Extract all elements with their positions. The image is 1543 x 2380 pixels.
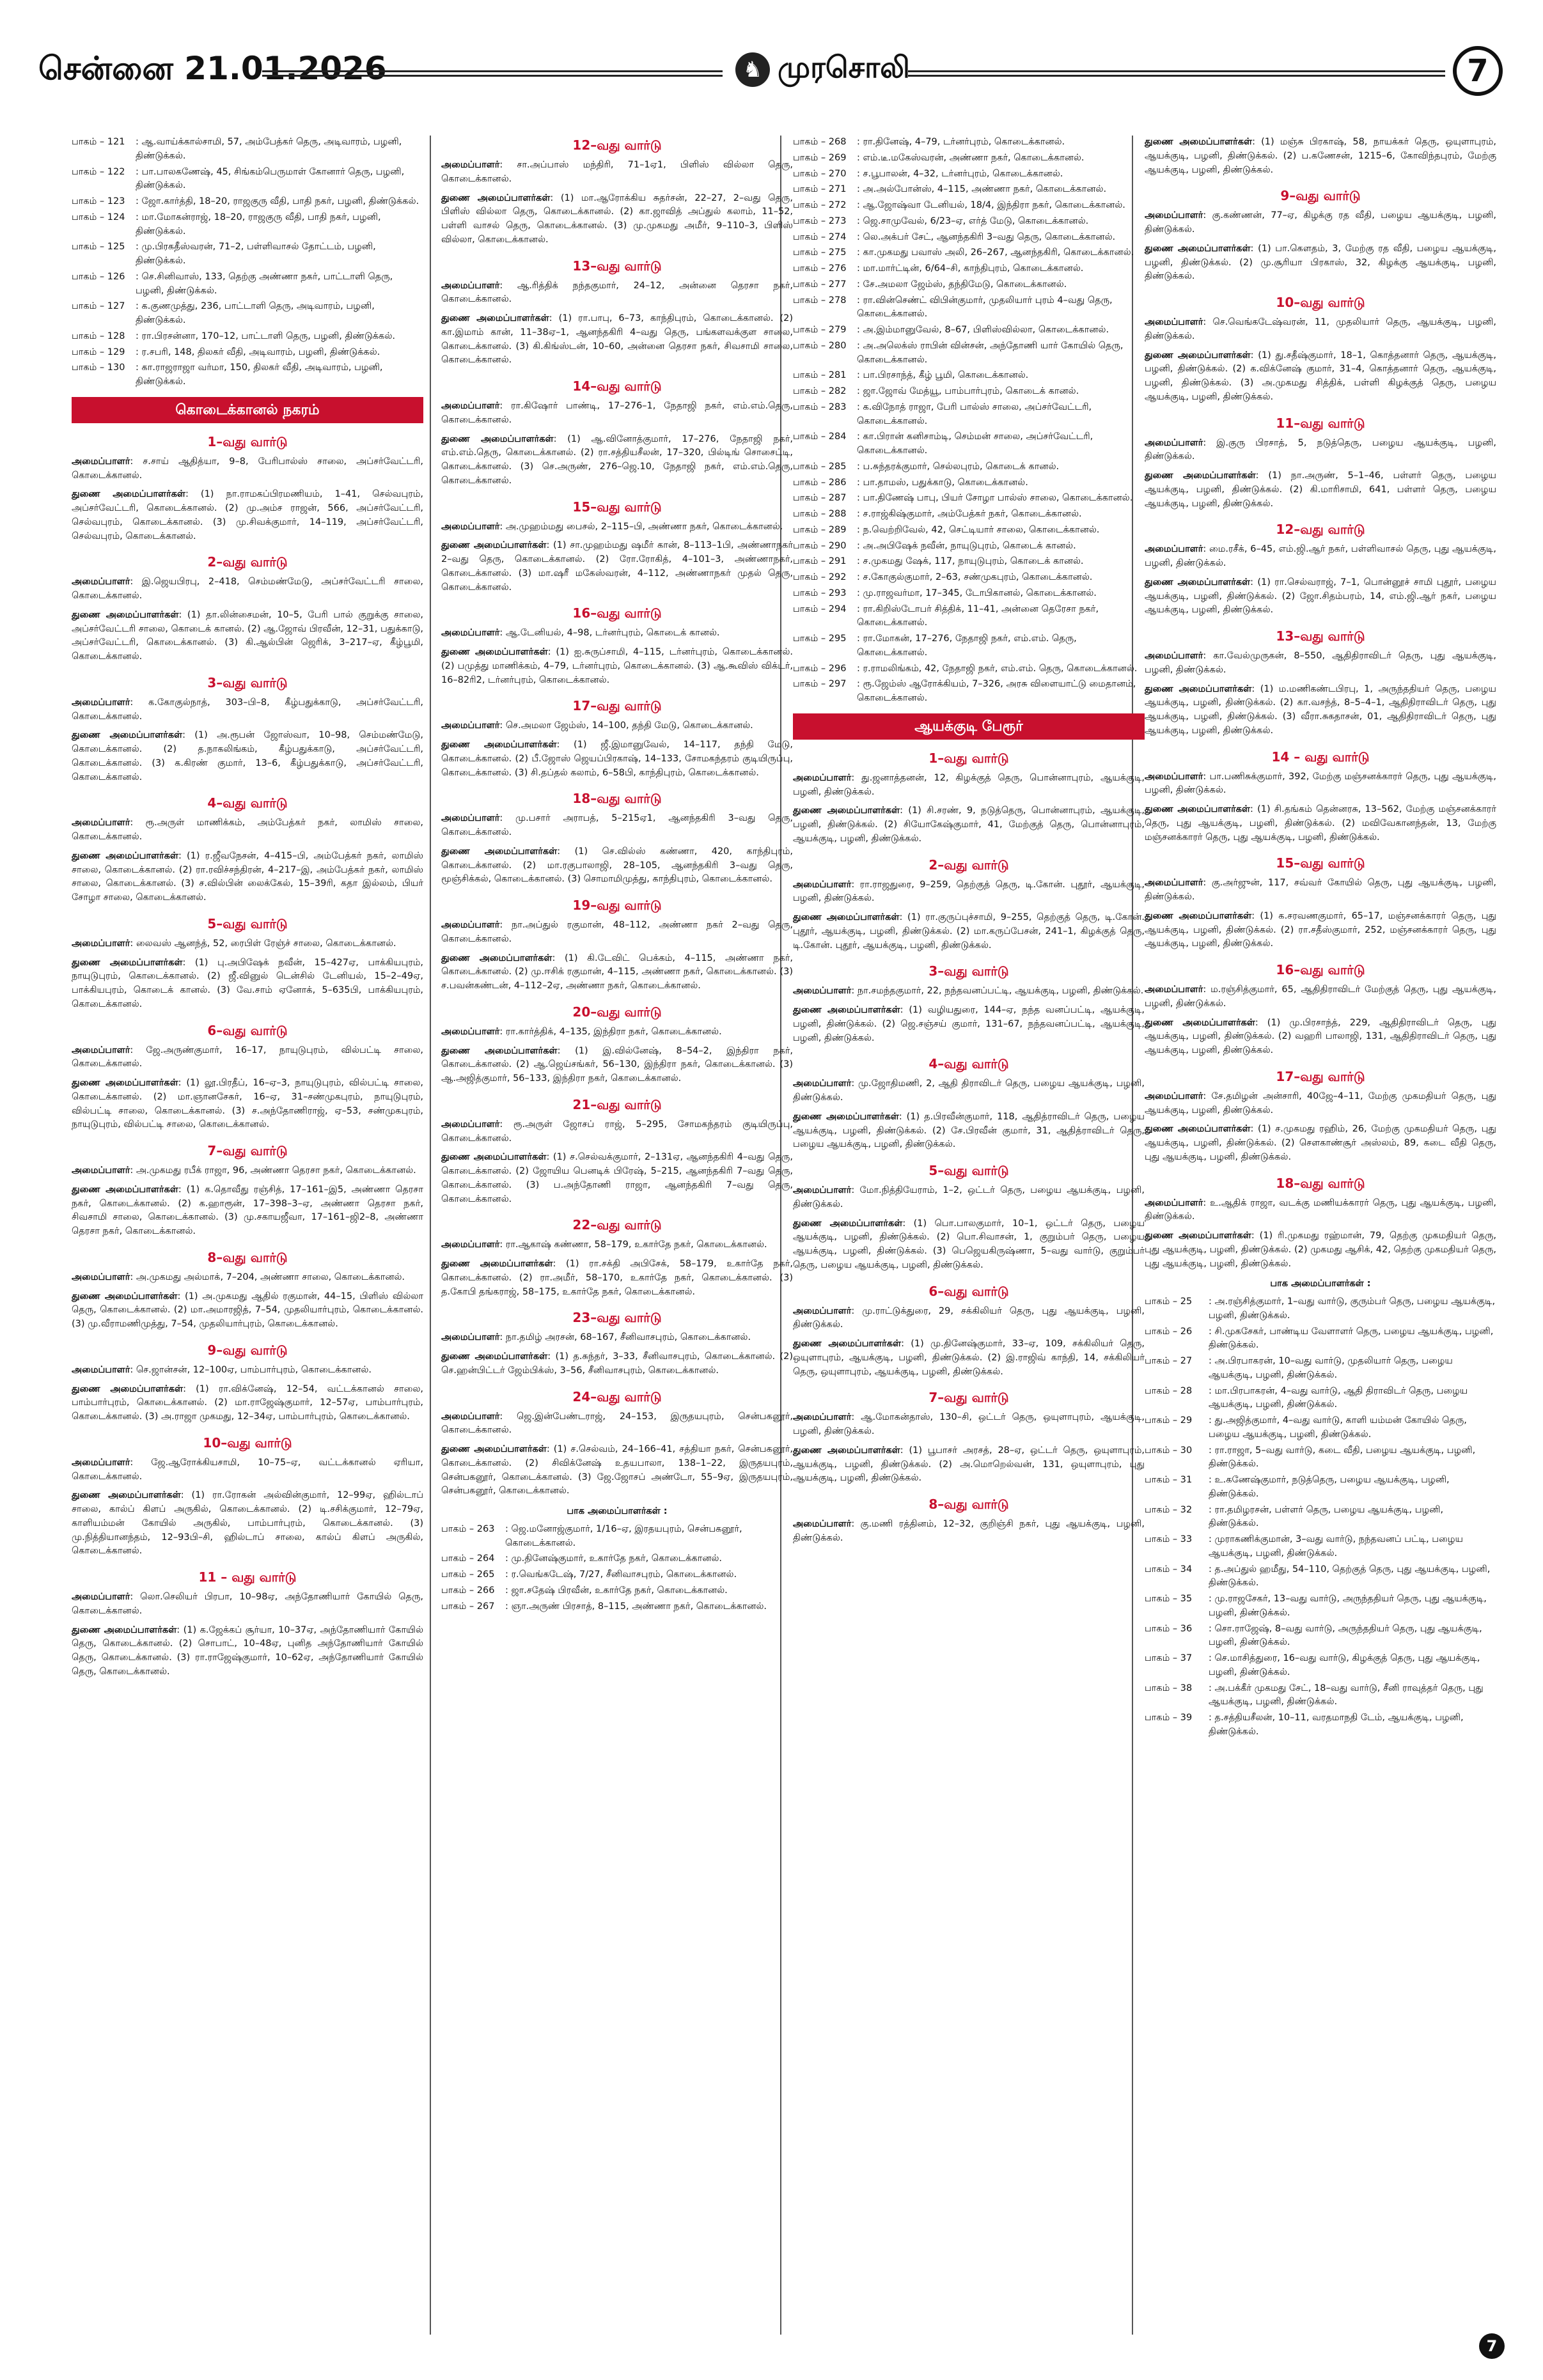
list-item: பாகம் – 125 : மு.பிரகதீஸ்வரன், 71–2, பள்ளிவாசல் தோட்டம், பழனி, திண்டுக்கல்.: [72, 242, 376, 266]
ward-co-organizers: துணை அமைப்பாளர்கள்: (1) ரி.முகமது ரஹ்மான், 79, தெற்கு முகமதியர் தெரு, புது ஆயக்குடி, பழனி, திண்டுக்கல். (2) முகமது ஆசிக், 42, தெற்கு முகமதியர் தெரு, புது ஆயக்குடி, பழனி, திண்டுக்கல்.: [1145, 1231, 1496, 1269]
ward-heading: 7–வது வார்டு: [207, 1143, 288, 1158]
ward-co-organizers: துணை அமைப்பாளர்கள்: (1) ச.செல்வம், 24–166–41, சத்தியா நகர், சென்பகனூர், கொடைக்கானல். (2) சிவிக்னேஷ் உதயபாலா, 138–1–22, இருதயபுரம், சென்பகனூர், கொடைக்கானல். (3) ஜே.ஜோசப் அண்டோ, 55–9ஏ, இருதயபுரம், சென்பகனூர், கொடைக்கானல்.: [441, 1444, 793, 1497]
list-item: பாகம் – 123 : ஜோ.கார்த்தி, 18–20, ராஜகுரு வீதி, பாதி நகர், பழனி, திண்டுக்கல்.: [72, 196, 419, 206]
ward-organizer: அமைப்பாளர்: ச.சாய் ஆதித்யா, 9–8, பேரிபால்ஸ் சாலை, அப்சர்வேட்டரி, கொடைக்கானல்.: [72, 456, 423, 481]
part-list: [72, 136, 423, 389]
column-2: [441, 136, 793, 2335]
list-item: பாகம் – 281 : பா.பிரசாந்த், கீழ் பூமி, கொடைக்கானல்.: [793, 370, 1029, 381]
ward-co-organizers: துணை அமைப்பாளர்கள்: (1) மஞ்சு பிரகாஷ், 58, நாயக்கர் தெரு, ஒயுளாபுரம், ஆயக்குடி, பழனி, திண்டுக்கல். (2) ப.கணேசன், 1215–6, கோவிந்தபுரம், மேற்கு ஆயக்குடி, பழனி, திண்டுக்கல்.: [1145, 137, 1496, 175]
ward-co-organizers: துணை அமைப்பாளர்கள்: (1) மு.தினேஷ்குமார், 33–ஏ, 109, சக்கிலியர் தெரு, ஒயுளாபுரம், ஆயக்குடி, பழனி, திண்டுக்கல். (2) இ.ராஜிவ் காந்தி, 14, சக்கிலியர் தெரு, ஒயுளாபுரம், ஆயக்குடி, பழனி, திண்டுக்கல்.: [793, 1339, 1145, 1377]
list-item: பாகம் – 276 : மா.மார்ட்டின், 6/64–சி, காந்திபுரம், கொடைக்கானல்.: [793, 263, 1084, 274]
part-list: [441, 1523, 793, 1614]
list-item: பாகம் – 39 : த.சத்தியசீலன், 10–11, வரதமாநதி டேம், ஆயக்குடி, பழனி, திண்டுக்கல்.: [1145, 1713, 1464, 1737]
list-item: பாகம் – 279 : அ.இம்மானுவேல், 8–67, பிளிஸ்வில்லா, கொடைக்கானல்.: [793, 325, 1109, 335]
ward-organizer: அமைப்பாளர்: நா.அப்துல் ரகுமான், 48–112, அண்ணா நகர் 2–வது தெரு, கொடைக்கானல்.: [441, 920, 793, 944]
ward-organizer: அமைப்பாளர்: லைவஸ் ஆனந்த், 52, ரைபிள் ரேஞ்ச் சாலை, கொடைக்கானல்.: [72, 938, 396, 949]
ward-heading: 17–வது வார்டு: [572, 698, 662, 714]
ward-organizer: அமைப்பாளர்: செ.வெங்கடேஷ்வரன், 11, முதலியார் தெரு, ஆயக்குடி, பழனி, திண்டுக்கல்.: [1145, 317, 1496, 341]
ward-heading: 14 – வது வார்டு: [1271, 749, 1370, 765]
ward-organizer: அமைப்பாளர்: இ.ஜெயபிரபு, 2–418, செம்மண்மேடு, அப்சர்வேட்டரி சாலை, கொடைக்கானல்.: [72, 577, 423, 601]
ward-heading: 13–வது வார்டு: [1276, 628, 1365, 644]
ward-organizer: அமைப்பாளர்: மோ.நித்தியேராம், 1–2, ஒட்டர் தெரு, பழைய ஆயக்குடி, பழனி, திண்டுக்கல்.: [793, 1185, 1145, 1209]
list-item: பாகம் – 130 : கா.ராஜராஜா வர்மா, 150, திலகர் வீதி, அடிவாரம், பழனி, திண்டுக்கல்.: [72, 362, 383, 387]
ward-co-organizers: துணை அமைப்பாளர்கள்: (1) ம.மணிகண்டபிரபு, 1, அருந்ததியர் தெரு, பழைய ஆயக்குடி, பழனி, திண்டுக்கல். (2) கா.வசந்த், 8–5–4–1, ஆதிதிராவிடர் தெரு, புது ஆயக்குடி, பழனி, திண்டுக்கல். (3) வீரா.சுகதாசன், 01, ஆதிதிராவிடர் தெரு, புது ஆயக்குடி, பழனி, திண்டுக்கல்.: [1145, 683, 1496, 736]
ward-heading: 12–வது வார்டு: [1276, 522, 1365, 538]
list-item: பாகம் – 273 : ஜெ.சாமுவேல், 6/23–ஏ, எர்த் மேடு, கொடைக்கானல்.: [793, 215, 1089, 226]
ward-organizer: அமைப்பாளர்: ரா.ஆகாஷ் கண்ணா, 58–179, உகார்தே நகர், கொடைக்கானல்.: [441, 1240, 767, 1250]
list-item: பாகம் – 293 : மு.ராஜவர்மா, 17–345, டோபிகானல், கொடைக்கானல்.: [793, 587, 1097, 598]
ward-organizer: அமைப்பாளர்: ரூ.அருள் மாணிக்கம், அம்பேத்கர் நகர், லாமிஸ் சாலை, கொடைக்கானல்.: [72, 818, 423, 842]
ward-organizer: அமைப்பாளர்: அ.முகமது அல்மாக், 7–204, அண்ணா சாலை, கொடைக்கானல்.: [72, 1272, 405, 1282]
ward-co-organizers: துணை அமைப்பாளர்கள்: (1) கி.டேவிட் பெக்கம், 4–115, அண்ணா நகர், கொடைக்கானல். (2) மு.ஈசிக் ரகுமான், 4–115, அண்ணா நகர், கொடைக்கானல். (3) ச.பவன்கண்டன், 4–112–2ஏ, அண்ணா நகர், கொடைக்கானல்.: [441, 953, 793, 991]
ward-heading: 1–வது வார்டு: [928, 750, 1009, 766]
ward-organizer: அமைப்பாளர்: மு.ராட்டுக்துரை, 29, சக்கிலியர் தெரு, புது ஆயக்குடி, பழனி, திண்டுக்கல்.: [793, 1305, 1145, 1330]
ward-co-organizers: துணை அமைப்பாளர்கள்: (1) ஐ.சுருப்சாமி, 4–115, டர்னர்புரம், கொடைக்கானல். (2) பமுத்து மாணிக்கம், 4–79, டர்னர்புரம், கொடைக்கானல். (3) ஆ.கூவிஸ் விக்டர், 16–82ரி2, டர்னர்புரம், கொடைக்கானல்.: [441, 647, 793, 685]
list-item: பாகம் – 36 : சொ.ராஜேஷ், 8–வது வார்டு, அருந்ததியர் தெரு, புது ஆயக்குடி, பழனி, திண்டுக்கல்.: [1145, 1623, 1482, 1648]
ward-heading: 8–வது வார்டு: [928, 1497, 1009, 1512]
ward-heading: 4–வது வார்டு: [928, 1056, 1009, 1072]
ward-co-organizers: துணை அமைப்பாளர்கள்: (1) பு.அபிஷேக் நவீன், 15–427ஏ, பாக்கியபுரம், நாயுடுபுரம், கொடைக்கானல். (2) ஜீ.வினுல் டென்சில் டேனியல், 15–2–49ஏ, பாக்கியபுரம், கொடைக் கானல். (3) வே.சாம் ஏனோக், 5–635பி, பாக்கியபுரம், கொடைக்கானல்.: [72, 957, 423, 1009]
parts-heading: பாக அமைப்பாளர்கள் :: [567, 1506, 668, 1516]
list-item: பாகம் – 277 : சே.அமலா ஜேம்ஸ், தந்திமேடு, கொடைக்கானல்.: [793, 279, 1067, 290]
list-item: பாகம் – 33 : முராகணிக்குமான், 3–வது வார்டு, நந்தவனப் பட்டி, பழைய ஆயக்குடி, பழனி, திண்டுக்கல்.: [1145, 1534, 1463, 1559]
list-item: பாகம் – 280 : அ.அலெக்ஸ் ராபின் வின்சன், அந்தோணி யார் கோயில் தெரு, கொடைக்கானல்.: [793, 340, 1124, 365]
ward-organizer: அமைப்பாளர்: ரா.கார்த்திக், 4–135, இந்திரா நகர், கொடைக்கானல்.: [441, 1026, 722, 1037]
ward-organizer: அமைப்பாளர்: இ.குரு பிரசாத், 5, நடுத்தெரு, பழைய ஆயக்குடி, பழனி, திண்டுக்கல்.: [1145, 437, 1496, 462]
part-list: [793, 136, 1145, 706]
ward-organizer: அமைப்பாளர்: ம.ரஞ்சித்குமார், 65, ஆதிதிராவிடர் மேற்குத் தெரு, புது ஆயக்குடி, பழனி, திண்டுக்கல்.: [1145, 984, 1496, 1009]
list-item: பாகம் – 283 : க.விநோத் ராஜா, பேரி பால்ஸ் சாலை, அப்சர்வேட்டரி, கொடைக்கானல்.: [793, 401, 1092, 426]
list-item: பாகம் – 30 : ரா.ராஜா, 5–வது வார்டு, கடை வீதி, பழைய ஆயக்குடி, பழனி, திண்டுக்கல்.: [1145, 1445, 1476, 1470]
list-item: பாகம் – 129 : ர.சபரி, 148, திலகர் வீதி, அடிவாரம், பழனி, திண்டுக்கல்.: [72, 346, 380, 357]
list-item: பாகம் – 32 : ரா.தமிழரசன், பள்ளர் தெரு, பழைய ஆயக்குடி, பழனி, திண்டுக்கல்.: [1145, 1504, 1444, 1529]
list-item: பாகம் – 268 : ரா.தினேஷ், 4–79, டர்னர்புரம், கொடைக்கானல்.: [793, 137, 1065, 147]
ward-organizer: அமைப்பாளர்: து.ஜனாத்தனன், 12, கிழக்குத் தெரு, பொன்னாபுரம், ஆயக்குடி, பழனி, திண்டுக்கல்.: [793, 772, 1145, 797]
ward-co-organizers: துணை அமைப்பாளர்கள்: (1) பொ.பாலகுமார், 10–1, ஒட்டர் தெரு, பழைய ஆயக்குடி, பழனி, திண்டுக்கல். (2) பொ.சிவாசன், 1, குறும்பர் தெரு, பழைய ஆயக்குடி, பழனி, திண்டுக்கல். (3) பெஜெயகிருஷ்ணா, 5–வது வார்டு, குறும்பர் தெரு, பழைய ஆயக்குடி, பழனி, திண்டுக்கல்.: [793, 1218, 1145, 1270]
list-item: பாகம் – 267 : ஞா.அருண் பிரசாத், 8–115, அண்ணா நகர், கொடைக்கானல்.: [441, 1601, 767, 1612]
list-item: பாகம் – 282 : ஜா.ஜோவ் மேத்யூ, பாம்பார்புரம், கொடைக் கானல்.: [793, 386, 1079, 396]
ward-co-organizers: துணை அமைப்பாளர்கள்: (1) ரா.பாபு, 6–73, காந்திபுரம், கொடைக்கானல். (2) கா.இமாம் கான், 11–38ஏ–1, ஆனந்தகிரி 4–வது தெரு, பங்களவக்குள சாலை, கொடைக்கானல். (3) கி.கிங்ஸ்டன், 10–60, அன்னை தெரசா நகர், சிவசாமி சாலை, கொடைக்கானல்.: [441, 313, 793, 366]
ward-co-organizers: துணை அமைப்பாளர்கள்: (1) ச.செல்வக்குமார், 2–131ஏ, ஆனந்தகிரி 4–வது தெரு, கொடைக்கானல். (2) ஜோயிய பெனடிக் பிரேஷ், 5–215, ஆனந்தகிரி 7–வது தெரு, கொடைக்கானல். (3) ப.அந்தோணி ராஜா, ஆனந்தகிரி 7–வது தெரு, கொடைக்கானல்.: [441, 1152, 793, 1204]
ward-co-organizers: துணை அமைப்பாளர்கள்: (1) ரா.விக்னேஷ், 12–54, வட்டக்கானல் சாலை, பாம்பார்புரம், கொடைக்கானல். (2) மா.ராஜேஷ்குமார், 12–57ஏ, பாம்பார்புரம், கொடைக்கானல். (3) அ.ராஜா முகமது, 12–34ஏ, பாம்பார்புரம், கொடைக்கானல்.: [72, 1383, 423, 1422]
ward-heading: 6–வது வார்டு: [207, 1022, 288, 1038]
ward-heading: 16–வது வார்டு: [1276, 962, 1365, 977]
list-item: பாகம் – 295 : ரா.மோகன், 17–276, நேதாஜி நகர், எம்.எம். தெரு, கொடைக்கானல்.: [793, 634, 1077, 658]
ward-co-organizers: துணை அமைப்பாளர்கள்: (1) க.சரவணகுமார், 65–17, மஞ்சனக்காரர் தெரு, புது ஆயக்குடி, பழனி, திண்டுக்கல். (2) ரா.சதீஸ்குமார், 252, மஞ்சனக்காரர் தெரு, புது ஆயக்குடி, பழனி, திண்டுக்கல்.: [1145, 910, 1496, 949]
ward-co-organizers: துணை அமைப்பாளர்கள்: (1) ஆ.வினோத்குமார், 17–276, நேதாஜி நகர், எம்.எம்.தெரு, கொடைக்கானல். (2) ரா.சத்தியசீலன், 17–320, பில்டிங் சொசைட்டி, கொடைக்கானல். (3) செ.அருண், 276–ஜெ.10, நேதாஜி நகர், எம்.எம்.தெரு, கொடைக்கானல்.: [441, 433, 793, 486]
ward-heading: 5–வது வார்டு: [207, 915, 288, 931]
ward-co-organizers: துணை அமைப்பாளர்கள்: (1) க.தொவீது ரஞ்சித், 17–161–இ5, அண்ணா தெரசா நகர், கொடைக்கானல். (2) க.ஹாரூன், 17–398–3–ஏ, அண்ணா தெரசா நகர், சிவசாமி சாலை, கொடைக்கானல். (3) மு.சகாயஜீவா, 17–161–ஜி2–8, அண்ணா தெரசா நகர், கொடைக்கானல்.: [72, 1184, 423, 1236]
ward-heading: 16–வது வார்டு: [572, 605, 662, 621]
ward-co-organizers: துணை அமைப்பாளர்கள்: (1) அ.ரூபன் ஜோஸ்வா, 10–98, செம்மண்மேடு, கொடைக்கானல். (2) த.நாகலிங்கம், கீழ்பதுக்காடு, அப்சர்வேட்டரி, கொடைக்கானல். (3) க.கிரண் குமார், 13–6, கீழ்பதுக்காடு, அப்சர்வேட்டரி, கொடைக்கானல்.: [72, 730, 423, 782]
ward-organizer: அமைப்பாளர்: அ.முகமது ரபீக் ராஜா, 96, அண்ணா தெரசா நகர், கொடைக்கானல்.: [72, 1165, 416, 1176]
column-3: [793, 136, 1145, 2335]
list-item: பாகம் – 288 : ச.ராஜ்கிஷ்குமார், அம்பேத்கர் நகர், கொடைக்கானல்.: [793, 509, 1082, 519]
ward-co-organizers: துணை அமைப்பாளர்கள்: (1) ஜீ.இமானுவேல், 14–117, தந்தி மேடு, கொடைக்கானல். (2) பீ.ஜோஸ் ஜெயப்பிரகாஷ், 14–133, சோமகந்தரம் குடியிருப்பு, கொடைக்கானல். (3) சி.தப்தல் கலாம், 6–58பி, காந்திபுரம், கொடைக்கானல்.: [441, 740, 793, 778]
list-item: பாகம் – 269 : எம்.டீ.மகேஸ்வரன், அண்ணா நகர், கொடைக்கானல்.: [793, 152, 1085, 163]
column-rule: [430, 136, 431, 2335]
ward-organizer: அமைப்பாளர்: ஜே.அருண்குமார், 16–17, நாயுடுபுரம், வில்பட்டி சாலை, கொடைக்கானல்.: [72, 1045, 423, 1069]
ward-organizer: அமைப்பாளர்: நா.தமிழ் அரசன், 68–167, சீனிவாசபுரம், கொடைக்கானல்.: [441, 1332, 751, 1343]
ward-organizer: அமைப்பாளர்: கு.மணி ரத்தினம், 12–32, குறிஞ்சி நகர், புது ஆயக்குடி, பழனி, திண்டுக்கல்.: [793, 1519, 1145, 1543]
list-item: பாகம் – 278 : ரா.வின்செண்ட் விபின்குமார், முதலியார் புரம் 4–வது தெரு, கொடைக்கானல்.: [793, 295, 1113, 320]
ward-heading: 15–வது வார்டு: [1276, 855, 1365, 871]
ward-heading: 2–வது வார்டு: [928, 857, 1009, 873]
list-item: பாகம் – 31 : உ.கணேஷ்குமார், நடுத்தெரு, பழைய ஆயக்குடி, பழனி, திண்டுக்கல்.: [1145, 1475, 1450, 1499]
ward-organizer: அமைப்பாளர்: நா.சமந்தகுமார், 22, நந்தவனப்பட்டி, ஆயக்குடி, பழனி, திண்டுக்கல்.: [793, 986, 1144, 997]
ward-heading: 10–வது வார்டு: [1276, 295, 1365, 310]
ward-heading: 13–வது வார்டு: [572, 258, 662, 274]
ward-co-organizers: துணை அமைப்பாளர்கள்: (1) ரா.குருப்புச்சாமி, 9–255, தெற்குத் தெரு, டி.கோன். புதூர், ஆயக்குடி, பழனி, திண்டுக்கல். (2) மா.கருப்பேசன், 241–1, கிழக்குத் தெரு, டி.கோன். புதூர், ஆயக்குடி, பழனி, திண்டுக்கல்.: [793, 912, 1145, 951]
ward-heading: 12–வது வார்டு: [572, 137, 662, 153]
ward-heading: 17–வது வார்டு: [1276, 1068, 1365, 1084]
ward-co-organizers: துணை அமைப்பாளர்கள்: (1) ரா.சக்தி அபிசேக், 58–179, உகார்தே நகர், கொடைக்கானல். (2) ரா.அமீர், 58–170, உகார்தே நகர், கொடைக்கானல். (3) த.கோபி தங்கராஜ், 58–175, உகார்தே நகர், கொடைக்கானல்.: [441, 1259, 793, 1297]
ward-heading: 7–வது வார்டு: [928, 1390, 1009, 1406]
ward-heading: 2–வது வார்டு: [207, 554, 288, 570]
ward-co-organizers: துணை அமைப்பாளர்கள்: (1) த.பிரவீன்குமார், 118, ஆதித்ராவிடர் தெரு, பழைய ஆயக்குடி, பழனி, திண்டுக்கல். (2) சே.பிரவீன் குமார், 31, ஆதித்ராவிடர் தெரு, பழைய ஆயக்குடி, பழனி, திண்டுக்கல்.: [793, 1111, 1145, 1150]
ward-co-organizers: துணை அமைப்பாளர்கள்: (1) பூபாசர் அரசத், 28–ஏ, ஒட்டர் தெரு, ஒயுளாபுரம், ஆயக்குடி, பழனி, திண்டுக்கல். (2) அ.மொறெல்வன், 131, ஒயுளாபுரம், புது ஆயக்குடி, பழனி, திண்டுக்கல்.: [793, 1445, 1145, 1484]
ward-co-organizers: துணை அமைப்பாளர்கள்: (1) ர.ஜீவநேசன், 4–415–பி, அம்பேத்கர் நகர், லாமிஸ் சாலை, கொடைக்கானல். (2) ரா.ரவிச்சந்திரன், 4–217–இ, அம்பேத்கர் நகர், லாமிஸ் சாலை, கொடைக்கானல். (3) ச.வில்பின் லைக்கேல், 15–39ரி, கதா இல்லம், பியர் சோழா சாலை, கொடைக்கானல்.: [72, 850, 423, 903]
list-item: பாகம் – 265 : ர.வெங்கடேஷ், 7/27, சீனிவாசபுரம், கொடைக்கானல்.: [441, 1569, 737, 1580]
list-item: பாகம் – 271 : அ.அல்போன்ஸ், 4–115, அண்ணா நகர், கொடைக்கானல்.: [793, 184, 1107, 195]
ward-heading: 8–வது வார்டு: [207, 1249, 288, 1265]
ward-organizer: அமைப்பாளர்: க.கோகுல்நாத், 303–பி–8, கீழ்பதுக்காடு, அப்சர்வேட்டரி, கொடைக்கானல்.: [72, 697, 423, 722]
ward-co-organizers: துணை அமைப்பாளர்கள்: (1) சி.சரண், 9, நடுத்தெரு, பொன்னாபுரம், ஆயக்குடி, பழனி, திண்டுக்கல். (2) சியோகேஷ்குமார், 41, மேற்குத் தெரு, பொன்னாபுரம், ஆயக்குடி, பழனி, திண்டுக்கல்.: [793, 805, 1145, 844]
part-list: [1145, 1295, 1496, 1739]
ward-co-organizers: துணை அமைப்பாளர்கள்: (1) லூ.பிரதீப், 16–ஏ–3, நாயுடுபுரம், வில்பட்டி சாலை, கொடைக்கானல். (2) மா.ஞானசேகர், 16–ஏ, 31–சண்முகபுரம், நாயுடுபுரம், வில்பட்டி சாலை, கொடைக்கானல். (3) ச.அந்தோணிராஜ், ஏ–53, சண்முகபுரம், நாயுடுபுரம், வில்பட்டி சாலை, கொடைக்கானல்.: [72, 1078, 423, 1130]
ward-organizer: அமைப்பாளர்: செ.ஜான்சன், 12–100ஏ, பாம்பார்புரம், கொடைக்கானல்.: [72, 1364, 372, 1375]
ward-organizer: அமைப்பாளர்: அ.முஹம்மது பைசல், 2–115–பி, அண்ணா நகர், கொடைக்கானல்.: [441, 521, 783, 532]
ward-organizer: அமைப்பாளர்: ஆ.ரித்திக் நந்தகுமார், 24–12, அன்னை தெரசா நகர், கொடைக்கானல்.: [441, 280, 793, 305]
ward-organizer: அமைப்பாளர்: லொ.செலியர் பிரபா, 10–98ஏ, அந்தோணியார் கோயில் தெரு, கொடைக்கானல்.: [72, 1592, 423, 1616]
masthead: [38, 46, 1503, 97]
list-item: பாகம் – 275 : கா.முகமது பவாஸ் அலி, 26–267, ஆனந்தகிரி, கொடைக்கானல்.: [793, 247, 1134, 258]
column-4: [1145, 136, 1496, 2335]
list-item: பாகம் – 284 : கா.பிரான் கனிசாம்டி, செம்மன் சாலை, அப்சர்வேட்டரி, கொடைக்கானல்.: [793, 432, 1093, 456]
list-item: பாகம் – 294 : ரா.கிறிஸ்டோபர் சித்திக், 11–41, அன்னை தெரேசா நகர், கொடைக்கானல்.: [793, 603, 1099, 628]
list-item: பாகம் – 297 : ரூ.ஜேம்ஸ் ஆரோக்கியம், 7–326, அரசு விளையாட்டு மைதானம், கொடைக்கானல்.: [793, 679, 1136, 703]
ward-heading: 9–வது வார்டு: [1280, 188, 1361, 204]
section-banner: கொடைக்கானல் நகரம்: [72, 397, 423, 423]
ward-heading: 20–வது வார்டு: [572, 1004, 662, 1020]
list-item: பாகம் – 37 : செ.மாசித்துரை, 16–வது வார்டு, கிழக்குத் தெரு, புது ஆயக்குடி, பழனி, திண்டுக்கல்.: [1145, 1653, 1480, 1677]
ward-co-organizers: துணை அமைப்பாளர்கள்: (1) சி.தங்கம் தென்னரசு, 13–562, மேற்கு மஞ்சனக்காரர் தெரு, புது ஆயக்குடி, பழனி, திண்டுக்கல். (2) மவிவேகானந்தன், 13, மேற்கு மஞ்சனக்காரர் தெரு, புது ஆயக்குடி, பழனி, திண்டுக்கல்.: [1145, 804, 1496, 843]
ward-heading: 5–வது வார்டு: [928, 1163, 1009, 1178]
list-item: பாகம் – 127 : க.குணமுத்து, 236, பாட்டாளி தெரு, அடிவாரம், பழனி, திண்டுக்கல்.: [72, 301, 375, 325]
ward-organizer: அமைப்பாளர்: ஜே.ஆரோக்கியசாமி, 10–75–ஏ, வட்டக்கானல் ஏரியா, கொடைக்கானல்.: [72, 1457, 423, 1482]
ward-co-organizers: துணை அமைப்பாளர்கள்: (1) த.சுந்தர், 3–33, சீனிவாசபுரம், கொடைக்கானல். (2) செ.ஹன்பிட்டர் ஜேம்பிக்ஸ், 3–56, சீனிவாசபுரம், கொடைக்கானல்.: [441, 1351, 793, 1376]
ward-organizer: அமைப்பாளர்: ரா.ராஜதுரை, 9–259, தெற்குத் தெரு, டி.கோன். புதூர், ஆயக்குடி, பழனி, திண்டுக்கல்.: [793, 879, 1145, 904]
list-item: பாகம் – 122 : பா.பாலகணேஷ், 45, சிங்கம்பெருமாள் கோனார் தெரு, பழனி, திண்டுக்கல்.: [72, 166, 405, 191]
elephant-logo-icon: ♞: [735, 52, 770, 87]
section-banner: ஆயக்குடி பேரூர்: [793, 713, 1145, 740]
ward-heading: 21–வது வார்டு: [572, 1096, 662, 1112]
ward-heading: 3–வது வார்டு: [207, 674, 288, 690]
list-item: பாகம் – 27 : அ.பிரபாகரன், 10–வது வார்டு, முதலியார் தெரு, பழைய ஆயக்குடி, பழனி, திண்டுக்கல்.: [1145, 1356, 1453, 1380]
ward-heading: 10–வது வார்டு: [203, 1435, 292, 1451]
ward-co-organizers: துணை அமைப்பாளர்கள்: (1) து.சதீஷ்குமார், 18–1, கொத்தனார் தெரு, ஆயக்குடி, பழனி, திண்டுக்கல். (2) க.விக்னேஷ் குமார், 31–4, கொத்தனார் தெரு, ஆயக்குடி, பழனி, திண்டுக்கல். (3) அ.முகமது சித்திக், பள்ளி கிழக்குத் தெரு, பழைய ஆயக்குடி, பழனி, திண்டுக்கல்.: [1145, 350, 1496, 402]
ward-heading: 9–வது வார்டு: [207, 1342, 288, 1358]
list-item: பாகம் – 290 : அ.அபிஷேக் நவீன், நாயுடுபுரம், கொடைக் கானல்.: [793, 540, 1076, 551]
ward-co-organizers: துணை அமைப்பாளர்கள்: (1) இ.வில்னேஷ், 8–54–2, இந்திரா நகர், கொடைக்கானல். (2) ஆ.ஜெய்சங்கர், 56–130, இந்திரா நகர், கொடைக்கானல். (3) ஆ.அஜித்குமார், 56–133, இந்திரா நகர், கொடைக்கானல்.: [441, 1045, 793, 1084]
ward-organizer: அமைப்பாளர்: ஆ.மோகன்தாஸ், 130–சி, ஒட்டர் தெரு, ஒயுளாபுரம், ஆயக்குடி, பழனி, திண்டுக்கல்.: [793, 1412, 1145, 1436]
ward-organizer: அமைப்பாளர்: மை.ரசீக், 6–45, எம்.ஜி.ஆர் நகர், பள்ளிவாசல் தெரு, புது ஆயக்குடி, பழனி, திண்டுக்கல்.: [1145, 544, 1496, 568]
list-item: பாகம் – 291 : ச.முகமது ஷேக், 117, நாயுடுபுரம், கொடைக் கானல்.: [793, 556, 1084, 567]
ward-co-organizers: துணை அமைப்பாளர்கள்: (1) சா.முஹம்மது ஷமீர் கான், 8–113–1பி, அண்ணாநகர் 2–வது தெரு, கொடைக்கானல். (2) ரோ.ரோகித், 4–101–3, அண்ணாநகர், கொடைக்கானல். (3) மா.ஷரீ மகேஸ்வரன், 4–112, அண்ணாநகர் முதல் தெரு, கொடைக்கானல்.: [441, 540, 793, 593]
ward-heading: 23–வது வார்டு: [572, 1310, 662, 1326]
list-item: பாகம் – 121 : ஆ.வாய்க்கால்சாமி, 57, அம்பேத்கர் தெரு, அடிவாரம், பழனி, திண்டுக்கல்.: [72, 137, 402, 161]
masthead-page-number: 7: [1453, 46, 1503, 96]
ward-organizer: அமைப்பாளர்: ரா.கிஷோர் பாண்டி, 17–276–1, நேதாஜி நகர், எம்.எம்.தெரு, கொடைக்கானல்.: [441, 401, 793, 425]
ward-heading: 1–வது வார்டு: [207, 433, 288, 449]
list-item: பாகம் – 128 : ரா.பிரசன்னா, 170–12, பாட்டாளி தெரு, பழனி, திண்டுக்கல்.: [72, 331, 395, 341]
list-item: பாகம் – 286 : பா.தாமஸ், பதுக்காடு, கொடைக்கானல்.: [793, 477, 1028, 488]
list-item: பாகம் – 296 : ர.ராமலிங்கம், 42, நேதாஜி நகர், எம்.எம். தெரு, கொடைக்கானல்.: [793, 663, 1138, 674]
list-item: பாகம் – 263 : ஜெ.மனோஜ்குமார், 1/16–ஏ, இரதயபுரம், சென்பகனூர், கொடைக்கானல்.: [441, 1523, 742, 1548]
ward-organizer: அமைப்பாளர்: மு.ஜோதிமணி, 2, ஆதி திராவிடர் தெரு, பழைய ஆயக்குடி, பழனி, திண்டுக்கல்.: [793, 1078, 1145, 1103]
ward-co-organizers: துணை அமைப்பாளர்கள்: (1) நா.அருண், 5–1–46, பள்ளர் தெரு, பழைய ஆயக்குடி, பழனி, திண்டுக்கல். (2) கி.மாரிசாமி, 641, பள்ளர் தெரு, பழைய ஆயக்குடி, பழனி, திண்டுக்கல்.: [1145, 471, 1496, 509]
ward-organizer: அமைப்பாளர்: ஜெ.இன்பேண்டராஜ், 24–153, இருதயபுரம், சென்பகனூர், கொடைக்கானல்.: [441, 1411, 793, 1436]
ward-organizer: அமைப்பாளர்: பா.பணிசுக்குமார், 392, மேற்கு மஞ்சனக்காரர் தெரு, புது ஆயக்குடி, பழனி, திண்டுக்கல்.: [1145, 771, 1496, 796]
footer-page-number: 7: [1479, 2333, 1505, 2359]
masthead-rule-left: [262, 70, 723, 77]
list-item: பாகம் – 29 : து.அஜித்குமார், 4–வது வார்டு, காளி யம்மன் கோயில் தெரு, பழைய ஆயக்குடி, பழனி, திண்டுக்கல்.: [1145, 1415, 1467, 1440]
list-item: பாகம் – 124 : மா.மோகன்ராஜ், 18–20, ராஜகுரு வீதி, பாதி நகர், பழனி, திண்டுக்கல்.: [72, 212, 381, 237]
masthead-paper-name: முரசொலி: [778, 50, 910, 84]
list-item: பாகம் – 272 : ஆ.ஜோஷ்வா டேனியல், 18/4, இந்திரா நகர், கொடைக்கானல்.: [793, 200, 1125, 210]
ward-heading: 4–வது வார்டு: [207, 795, 288, 811]
list-item: பாகம் – 274 : லெ.அக்பர் சேட், ஆனந்தகிரி 3–வது தெரு, கொடைக்கானல்.: [793, 231, 1116, 242]
ward-organizer: அமைப்பாளர்: மு.பசார் அராபத், 5–215ஏ1, ஆனந்தகிரி 3–வது தெரு, கொடைக்கானல்.: [441, 813, 793, 837]
ward-organizer: அமைப்பாளர்: கு.அர்ஜுன், 117, சவ்வர் கோயில் தெரு, புது ஆயக்குடி, பழனி, திண்டுக்கல்.: [1145, 878, 1496, 902]
list-item: பாகம் – 34 : த.அப்துல் ஹமீது, 54–110, தெற்குத் தெரு, புது ஆயக்குடி, பழனி, திண்டுக்கல்.: [1145, 1564, 1491, 1589]
ward-organizer: அமைப்பாளர்: செ.அமலா ஜேம்ஸ், 14–100, தந்தி மேடு, கொடைக்கானல்.: [441, 720, 753, 731]
ward-organizer: அமைப்பாளர்: உ.ஆதிக் ராஜா, வடக்கு மணியக்காரர் தெரு, புது ஆயக்குடி, பழனி, திண்டுக்கல்.: [1145, 1197, 1496, 1222]
ward-co-organizers: துணை அமைப்பாளர்கள்: (1) மா.ஆரோக்கிய சுதர்சன், 22–27, 2–வது தெரு, பிளிஸ் வில்லா தெரு, கொடைக்கானல். (2) கா.ஜாவித் அப்துல் கலாம், 11–52, பள்ளி வாசல் தெரு, கொடைக்கானல். (3) மு.முகமது அமீர், 9–110–3, பிளிஸ் வில்லா, கொடைக்கானல்.: [441, 192, 793, 245]
ward-heading: 6–வது வார்டு: [928, 1283, 1009, 1299]
ward-organizer: அமைப்பாளர்: ஆ.டேனியல், 4–98, டர்னர்புரம், கொடைக் கானல்.: [441, 628, 720, 639]
ward-heading: 22–வது வார்டு: [572, 1217, 662, 1233]
ward-co-organizers: துணை அமைப்பாளர்கள்: (1) நா.ராமகப்பிரமணியம், 1–41, செல்வபுரம், அப்சர்வேட்டரி, கொடைக்கானல். (2) மு.அம்ச ராஜன், 566, அப்சர்வேட்டரி, செல்வபுரம், கொடைக்கானல். (3) மு.சிவக்குமார், 14–119, அப்சர்வேட்டரி, செல்வபுரம், கொடைக்கானல்.: [72, 489, 423, 541]
ward-heading: 3–வது வார்டு: [928, 963, 1009, 979]
list-item: பாகம் – 292 : ச.கோகுல்குமார், 2–63, சண்முகபுரம், கொடைக்கானல்.: [793, 572, 1093, 582]
ward-organizer: அமைப்பாளர்: சே.தமிழன் அன்சாரி, 40ஜே–4–11, மேற்கு முகமதியர் தெரு, புது ஆயக்குடி, பழனி, திண்டுக்கல்.: [1145, 1091, 1496, 1116]
ward-heading: 14–வது வார்டு: [572, 378, 662, 394]
ward-heading: 11 – வது வார்டு: [198, 1569, 297, 1585]
parts-heading: பாக அமைப்பாளர்கள் :: [1270, 1279, 1371, 1289]
list-item: பாகம் – 266 : ஜா.சதேஷ் பிரவீன், உகார்தே நகர், கொடைக்கானல்.: [441, 1585, 728, 1596]
list-item: பாகம் – 25 : அ.ரஞ்சித்குமார், 1–வது வார்டு, குரும்பர் தெரு, பழைய ஆயக்குடி, பழனி, திண்டுக்கல்.: [1145, 1296, 1496, 1321]
list-item: பாகம் – 287 : பா.திணேஷ் பாபு, பியர் சோழா பால்ஸ் சாலை, கொடைக்கானல்.: [793, 493, 1133, 504]
ward-heading: 24–வது வார்டு: [572, 1388, 662, 1404]
ward-organizer: அமைப்பாளர்: கு.கண்ணன், 77–ஏ, கிழக்கு ரத வீதி, பழைய ஆயக்குடி, பழனி, திண்டுக்கல்.: [1145, 210, 1496, 235]
ward-co-organizers: துணை அமைப்பாளர்கள்: (1) க.ஜேக்கப் சூர்யா, 10–37ஏ, அந்தோணியார் கோயில் தெரு, கொடைக்கானல். (2) சொபாட், 10–48ஏ, புனித அந்தோணியார் கோயில் தெரு, கொடைக்கானல். (3) ரா.ராஜேஷ்குமார், 10–62ஏ, அந்தோணியார் கோயில் தெரு, கொடைக்கானல்.: [72, 1624, 423, 1677]
ward-heading: 19–வது வார்டு: [572, 898, 662, 913]
masthead-date: சென்னை 21.01.2026: [38, 50, 387, 87]
ward-organizer: அமைப்பாளர்: ரூ.அருள் ஜோசப் ராஜ், 5–295, சோமகந்தரம் குடியிருப்பு, கொடைக்கானல்.: [441, 1119, 793, 1144]
list-item: பாகம் – 126 : செ.சினிவாஸ், 133, தெற்கு அண்ணா நகர், பாட்டாளி தெரு, பழனி, திண்டுக்கல்.: [72, 271, 393, 296]
ward-heading: 11–வது வார்டு: [1276, 415, 1365, 431]
ward-co-organizers: துணை அமைப்பாளர்கள்: (1) செ.வில்ஸ் கண்ணா, 420, காந்திபுரம், கொடைக்கானல். (2) மா.ரகுபாலாஜி, 28–105, ஆனந்தகிரி 3–வது தெரு, மூஞ்சிக்கல், கொடைக்கானல். (3) சொமாமிமுத்து, காந்திபுரம், கொடைக்கானல்.: [441, 846, 793, 885]
list-item: பாகம் – 264 : மு.தினேஷ்குமார், உகார்தே நகர், கொடைக்கானல்.: [441, 1553, 723, 1564]
ward-co-organizers: துணை அமைப்பாளர்கள்: (1) ரா.ரோகன் அல்வின்குமார், 12–99ஏ, ஹில்டாப் சாலை, கால்ப் கிளப் அருகில், கொடைக்கானல். (2) டி.சசிக்குமார், 12–79ஏ, காளியம்மன் கோயில் அருகில், பாம்பார்புரம், கொடைக்கானல். (3) மு.நித்தியானந்தம், 12–93பி–சி, ஹில்டாப் சாலை, கால்ப் கிளப் அருகில், கொடைக்கானல்.: [72, 1490, 423, 1557]
ward-heading: 15–வது வார்டு: [572, 499, 662, 515]
ward-heading: 18–வது வார்டு: [1276, 1175, 1365, 1191]
list-item: பாகம் – 28 : மா.பிரபாகரன், 4–வது வார்டு, ஆதி திராவிடர் தெரு, பழைய ஆயக்குடி, பழனி, திண்டுக்கல்.: [1145, 1385, 1468, 1410]
ward-co-organizers: துணை அமைப்பாளர்கள்: (1) வழியதுரை, 144–ஏ, நந்த வனப்பட்டி, ஆயக்குடி, பழனி, திண்டுக்கல். (2) ஜெ.சஞ்சய் குமார், 131–67, நந்தவனப்பட்டி, ஆயக்குடி, பழனி, திண்டுக்கல்.: [793, 1005, 1145, 1043]
list-item: பாகம் – 270 : ச.பூபாலன், 4–32, டர்னர்புரம், கொடைக்கானல்.: [793, 168, 1063, 179]
ward-organizer: அமைப்பாளர்: கா.வேல்முருகன், 8–550, ஆதிதிராவிடர் தெரு, புது ஆயக்குடி, பழனி, திண்டுக்கல்.: [1145, 651, 1496, 675]
list-item: பாகம் – 38 : அ.பக்கீர் முகமது சேட், 18–வது வார்டு, சீனி ராவுத்தர் தெரு, புது ஆயக்குடி, பழனி, திண்டுக்கல்.: [1145, 1683, 1484, 1707]
masthead-rule-right: [908, 70, 1445, 77]
ward-co-organizers: துணை அமைப்பாளர்கள்: (1) தா.லின்சைமன், 10–5, பேரி பால் குறுக்கு சாலை, அப்சர்வேட்டரி சாலை, கொடைக் கானல். (2) ஆ.ஜோவ் பிரவீன், 12–31, பதுக்காடு, அப்சர்வேட்டரி, கொடைக்கானல். (3) கி.ஆல்பின் ஜெரிக், 3–217–ஏ, கீழ்பூமி, கொடைக்கானல்.: [72, 609, 423, 662]
ward-organizer: அமைப்பாளர்: சா.அப்பாஸ் மந்திரி, 71–1ஏ1, பிளிஸ் வில்லா தெரு, கொடைக்கானல்.: [441, 160, 793, 184]
ward-co-organizers: துணை அமைப்பாளர்கள்: (1) மு.பிரசாந்த், 229, ஆதிதிராவிடர் தெரு, புது ஆயக்குடி, பழனி, திண்டுக்கல். (2) வஹரி பாலாஜி, 131, ஆதிதிராவிடர் தெரு, புது ஆயக்குடி, பழனி, திண்டுக்கல்.: [1145, 1017, 1496, 1055]
ward-co-organizers: துணை அமைப்பாளர்கள்: (1) ச.முகமது ரஹிம், 26, மேற்கு முகமதியர் தெரு, புது ஆயக்குடி, பழனி, திண்டுக்கல். (2) சௌகாண்சூர் அஸ்லம், 89, கடை வீதி தெரு, புது ஆயக்குடி, பழனி, திண்டுக்கல்.: [1145, 1124, 1496, 1162]
ward-co-organizers: துணை அமைப்பாளர்கள்: (1) ரா.செல்வராஜ், 7–1, பொன்னூச் சாமி புதூர், பழைய ஆயக்குடி, பழனி, திண்டுக்கல். (2) ஜோ.சிதம்பரம், 14, எம்.ஜி.ஆர் நகர், பழைய ஆயக்குடி, பழனி, திண்டுக்கல்.: [1145, 577, 1496, 616]
list-item: பாகம் – 285 : ப.சுந்தரக்குமார், செல்லபுரம், கொடைக் கானல்.: [793, 461, 1060, 472]
ward-co-organizers: துணை அமைப்பாளர்கள்: (1) பா.கௌதம், 3, மேற்கு ரத வீதி, பழைய ஆயக்குடி, பழனி, திண்டுக்கல். (2) மு.சூரியா பிரகாஸ், 32, கிழக்கு ஆயக்குடி, பழனி, திண்டுக்கல்.: [1145, 243, 1496, 282]
list-item: பாகம் – 35 : மு.ராஜசேகர், 13–வது வார்டு, அருந்ததியர் தெரு, புது ஆயக்குடி, பழனி, திண்டுக்கல்.: [1145, 1594, 1487, 1618]
list-item: பாகம் – 26 : சி.முகசேகர், பாண்டிய வேளாளர் தெரு, பழைய ஆயக்குடி, பழனி, திண்டுக்கல்.: [1145, 1326, 1494, 1351]
column-1: [72, 136, 423, 2335]
ward-heading: 18–வது வார்டு: [572, 791, 662, 807]
ward-co-organizers: துணை அமைப்பாளர்கள்: (1) அ.முகமது ஆதில் ரகுமான், 44–15, பிளிஸ் வில்லா தெரு, கொடைக்கானல். (2) மா.அமாரஜித், 7–54, முதலியார்புரம், கொடைக்கானல். (3) மு.வீராமணிமுத்து, 7–54, முதலியார்புரம், கொடைக்கானல்.: [72, 1291, 423, 1329]
list-item: பாகம் – 289 : ந.வெற்றிவேல், 42, செட்டியார் சாலை, கொடைக்கானல்.: [793, 524, 1100, 535]
